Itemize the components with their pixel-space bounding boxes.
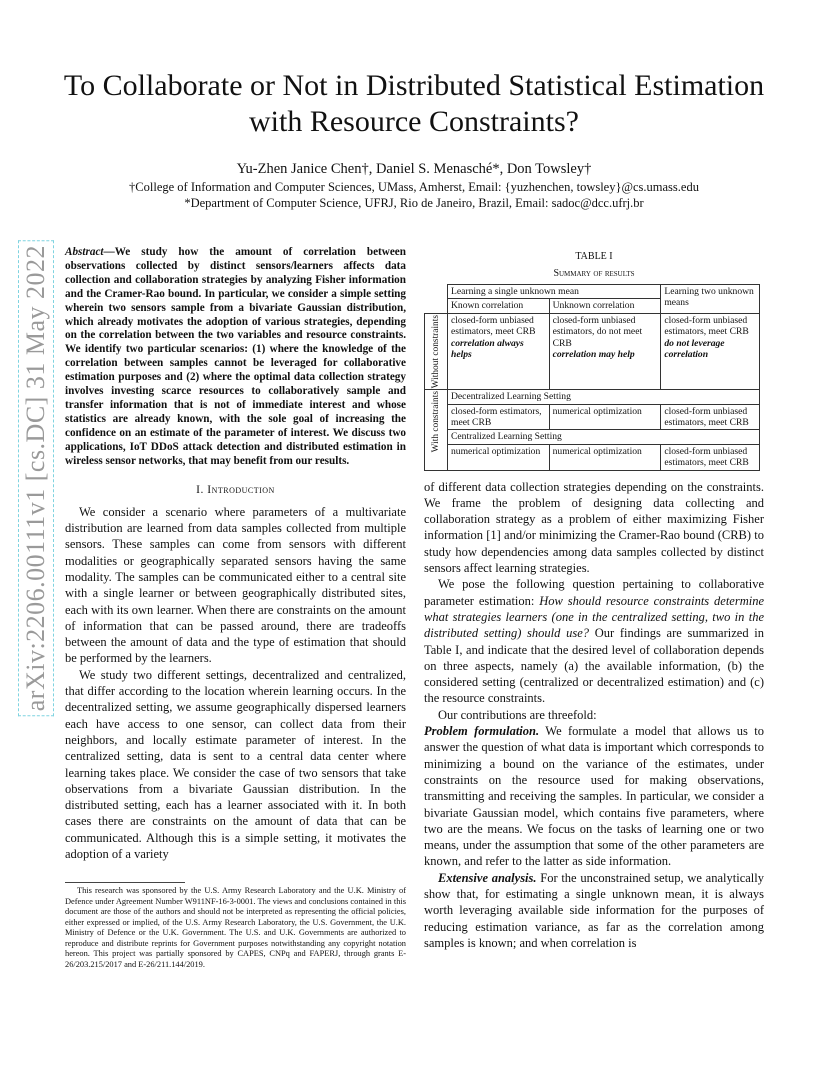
table-row [425, 444, 760, 470]
subheader-decentralized: Decentralized Learning Setting [448, 390, 760, 404]
subheader-centralized: Centralized Learning Setting [448, 430, 760, 444]
affiliation-ufrj: *Department of Computer Science, UFRJ, Rio de Janeiro, Brazil, Email: sadoc@dcc.ufrj.br [184, 196, 644, 210]
contribution-extensive-analysis: Extensive analysis. For the unconstrained setup, we analytically show that, for estimating a single unknown mean, it is always worth leveraging available side information for the purposes of reducing estimation variance, as far as the correlation among samples is known; and when correlation is [424, 870, 764, 950]
table-row [425, 430, 760, 444]
footnote: This research was sponsored by the U.S. Army Research Laboratory and the U.K. Ministry of Defence under Agreement Number W911NF-16-3-0001. The views and conclusions contained in this document are those of the authors and should not be interpreted as representing the official policies, either expressed or implied, of the U.S. Army Research Laboratory, the U.S. Government, the U.K. Ministry of Defence or the U.K. Government. The U.S. and U.K. Governments are authorized to reproduce and distribute reprints for Government purposes notwithstanding any copyright notation hereon. This project was partially sponsored by CAPES, CNPq and FAPERJ, through grants E-26/203.215/2017 and E-26/211.144/2019. [65, 886, 406, 969]
right-column [424, 246, 764, 951]
abstract [65, 246, 406, 469]
cell: closed-form unbiased estimators, meet CRB correlation always helps [448, 313, 550, 389]
table-caption: Summary of results [553, 268, 635, 279]
table-row [425, 313, 760, 389]
table-label: TABLE I [575, 251, 613, 262]
header-single-mean: Learning a single unknown mean [448, 285, 661, 299]
header-unknown-correlation: Unknown correlation [549, 299, 661, 313]
intro-paragraph-1: We consider a scenario where parameters of a multivariate distribution are learned from data samples collected from multiple sensors. These samples can come from sensors with different modalities or geographically separated sensors having the same modality. The samples can be communicated either to a central site with a single learner or between geographically distributed sites, each with its own learner. When there are constraints on the amount of information that can be passed around, there are tradeoffs between the amount of data and the type of estimation that should be performed by the learners. [65, 504, 406, 666]
paper-title: To Collaborate or Not in Distributed Statistical Estimation with Resource Constraints? [63, 69, 765, 138]
abstract-label: Abstract [65, 246, 104, 258]
cell: numerical optimization [549, 444, 661, 470]
cell: numerical optimization [549, 404, 661, 430]
intro-paragraph-2: We study two different settings, decentralized and centralized, that differ according to the location wherein learning occurs. In the decentralized setting, we assume geographically dispersed learners each have access to one sensor, can collect data from their neighbors, and locally estimate parameter of interest. In the centralized setting, data is sent to a central data center where learning takes place. We consider the case of two sensors that take observations from a bivariate Gaussian distribution. In the distributed setting, each has a learner associated with it. In both cases there are constraints on the amount of data that can be communicated. Although this is a simple setting, it motivates the adoption of a variety [65, 667, 406, 862]
group-without-constraints: Without constraints [425, 313, 448, 389]
arxiv-watermark: arXiv:2206.00111v1 [cs.DC] 31 May 2022 [18, 240, 54, 716]
affiliation-umass: †College of Information and Computer Sciences, UMass, Amherst, Email: {yuzhenchen, towsley}@cs.umass.edu [129, 180, 699, 194]
right-paragraph-3: Our contributions are threefold: [438, 707, 597, 722]
table-row [425, 390, 760, 404]
right-paragraph-1: of different data collection strategies depending on the constraints. We frame the problem of designing data collecting and collaboration strategy as a problem of either maximizing Fisher information [1] and/or minimizing the Cramer-Rao bound (CRB) to study how dependencies among data samples collected by distinct sensors affect learning strategies. [424, 479, 764, 576]
cell: closed-form unbiased estimators, meet CRB do not leverage correlation [661, 313, 760, 389]
left-column [65, 246, 406, 862]
section-heading-introduction: I. Introduction [196, 483, 275, 496]
cell: closed-form unbiased estimators, do not meet CRB correlation may help [549, 313, 661, 389]
cell: numerical optimization [448, 444, 550, 470]
header-known-correlation: Known correlation [448, 299, 550, 313]
author-list: Yu-Zhen Janice Chen†, Daniel S. Menasché*, Don Towsley† [236, 161, 592, 177]
footnote-rule [65, 882, 185, 883]
table-row [425, 285, 760, 299]
right-paragraph-2: We pose the following question pertaining to collaborative parameter estimation: How should resource constraints determine what strategies learners (one in the centralized setting, two in the distributed setting) should use? Our findings are summarized in Table I, and indicate that the desired level of collaboration depends on three aspects, namely (a) the available information, (b) the considered setting (centralized or decentralized estimation) and (c) the resource constraints. [424, 577, 765, 706]
cell: closed-form unbiased estimators, meet CRB [661, 404, 760, 430]
summary-table [424, 284, 760, 471]
abstract-text: —We study how the amount of correlation between observations collected by distinct sensors/learners affects data collection and collaboration strategies by analyzing Fisher information and the Cramer-Rao bound. In particular, we consider a simple setting wherein two sensors sample from a bivariate Gaussian distribution, which already motivates the adoption of various strategies, depending on the correlation between the two variables and resource constraints. We identify two particular scenarios: (1) where the knowledge of the correlation between samples cannot be leveraged for collaborative estimation purposes and (2) where the optimal data collection strategy involves investing scarce resources to collaboratively sample and transfer information that is not of immediate interest and whose statistics are already known, with the sole goal of increasing the confidence on an estimate of the parameter of interest. We discuss two applications, IoT DDoS attack detection and distributed estimation in wireless sensor networks, that may benefit from our results. [65, 246, 406, 467]
table-row [425, 404, 760, 430]
author-block [60, 160, 768, 211]
group-with-constraints: With constraints [425, 390, 448, 470]
cell: closed-form estimators, meet CRB [448, 404, 550, 430]
cell: closed-form unbiased estimators, meet CRB [661, 444, 760, 470]
contribution-problem-formulation: Problem formulation. We formulate a model that allows us to answer the question of what data is important which corresponds to minimizing a bound on the variance of the estimates, under constraints on the resource used for making observations, transmitting and receiving the samples. In particular, we consider a bivariate Gaussian model, which contains five parameters, where two are the means. We focus on the tasks of learning one or two means, under the assumption that some of the other parameters are known, and refer to the latter as side information. [424, 724, 764, 869]
header-two-means: Learning two unknown means [661, 285, 760, 314]
